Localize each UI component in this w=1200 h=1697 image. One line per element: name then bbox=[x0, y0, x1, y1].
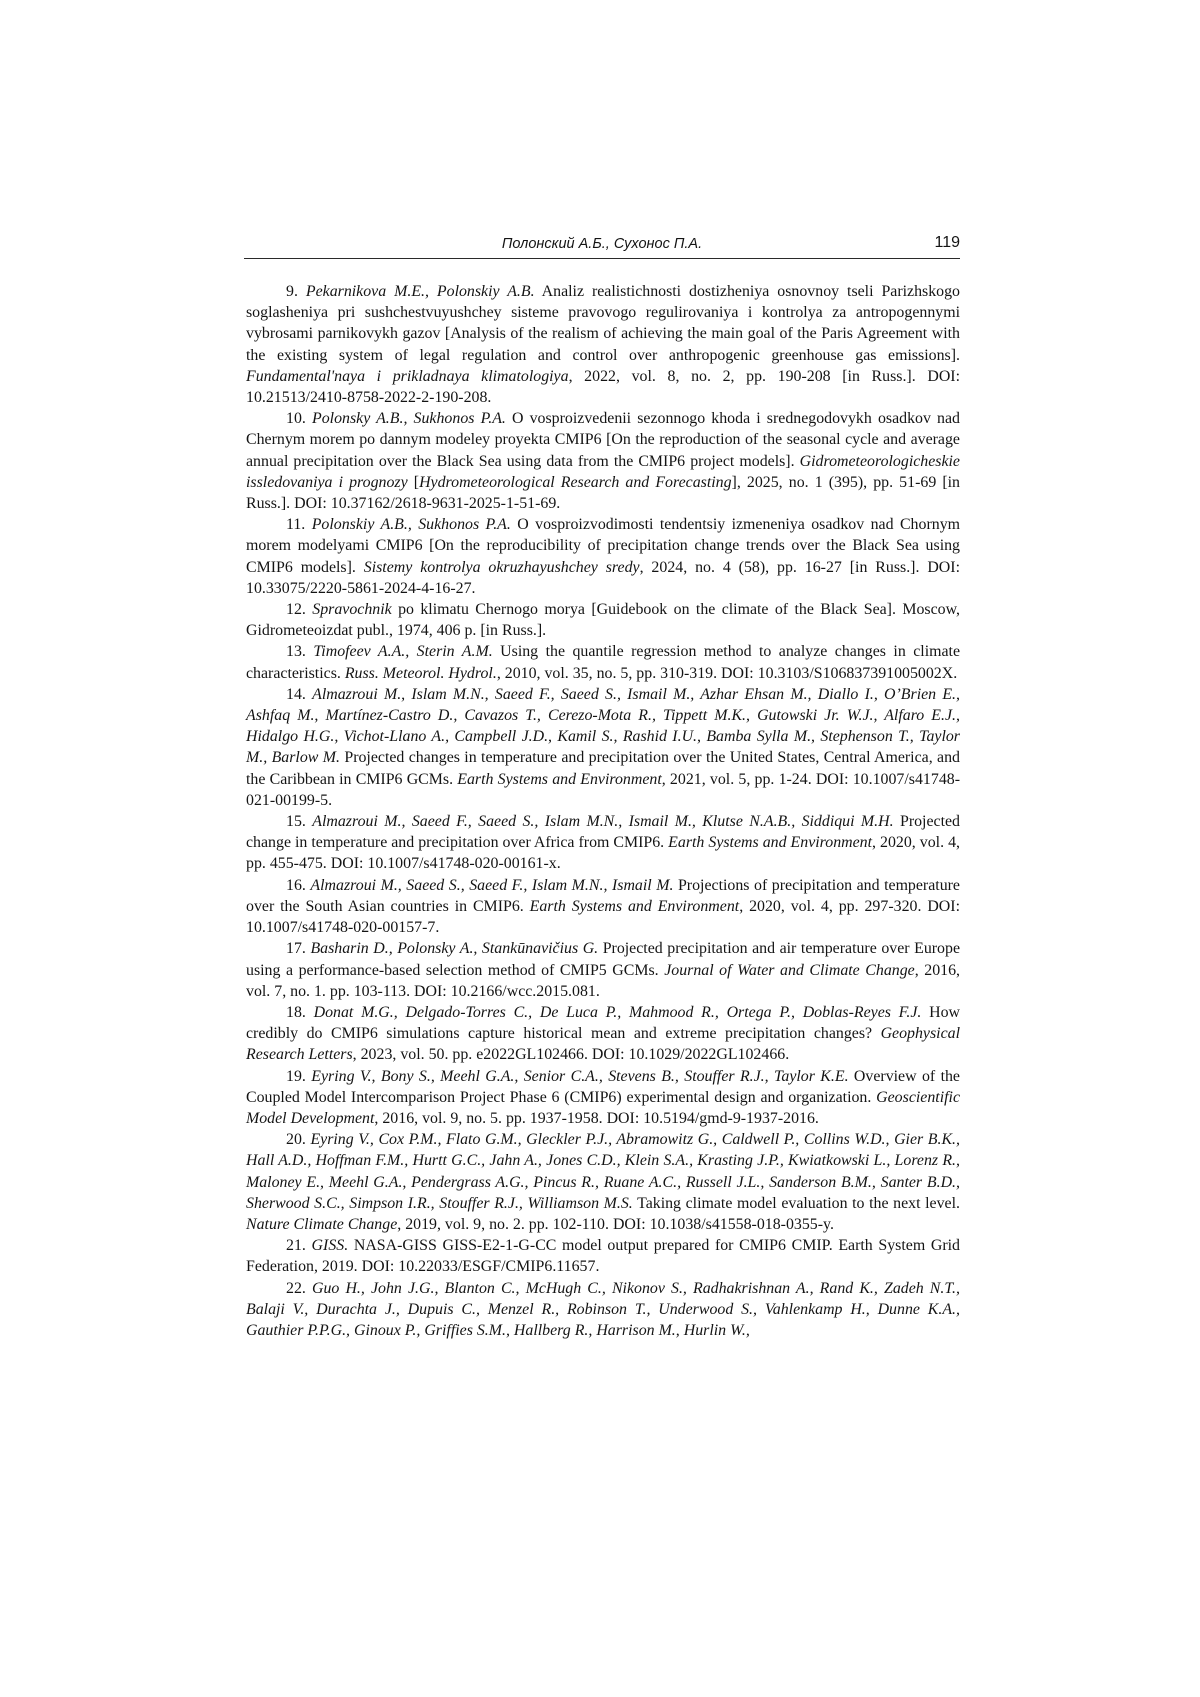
reference-entry: 10. Polonsky A.B., Sukhonos P.A. O vosproizvedenii sezonnogo khoda i srednegodovykh osadkov nad Chernym morem po dannym modeley proyekta CMIP6 [On the reproduction of the seasonal cycle and average annual precipitation over the Black Sea using data from the CMIP6 project models]. Gidrometeorologicheskie issledovaniya i prognozy [Hydrometeorological Research and Forecasting], 2025, no. 1 (395), pp. 51-69 [in Russ.]. DOI: 10.37162/2618-9631-2025-1-51-69. bbox=[246, 410, 961, 513]
reference-entry: 11. Polonskiy A.B., Sukhonos P.A. O vosproizvodimosti tendentsiy izmeneniya osadkov nad Chornym morem modelyami CMIP6 [On the reproducibility of precipitation change trends over the Black Sea using CMIP6 models]. Sistemy kontrolya okruzhayushchey sredy, 2024, no. 4 (58), pp. 16-27 [in Russ.]. DOI: 10.33075/2220-5861-2024-4-16-27. bbox=[246, 516, 960, 597]
running-header bbox=[244, 234, 960, 259]
header-authors: Полонский А.Б., Сухонос П.А. bbox=[501, 236, 703, 252]
reference-list bbox=[246, 281, 960, 1341]
reference-entry: 15. Almazroui M., Saeed F., Saeed S., Islam M.N., Ismail M., Klutse N.A.B., Siddiqui M.H. Projected change in temperature and precipitation over Africa from CMIP6. Earth Systems and Environment, 2020, vol. 4, pp. 455-475. DOI: 10.1007/s41748-020-00161-x. bbox=[246, 813, 960, 873]
reference-entry: 16. Almazroui M., Saeed S., Saeed F., Islam M.N., Ismail M. Projections of precipitation and temperature over the South Asian countries in CMIP6. Earth Systems and Environment, 2020, vol. 4, pp. 297-320. DOI: 10.1007/s41748-020-00157-7. bbox=[246, 876, 960, 937]
page-number: 119 bbox=[934, 234, 960, 251]
reference-entry: 13. Timofeev A.A., Sterin A.M. Using the quantile regression method to analyze changes in climate characteristics. Russ. Meteorol. Hydrol., 2010, vol. 35, no. 5, pp. 310-319. DOI: 10.3103/S106837391005002X. bbox=[246, 643, 960, 682]
reference-entry: 9. Pekarnikova M.E., Polonskiy A.B. Analiz realistichnosti dostizheniya osnovnoy tseli Parizhskogo soglasheniya pri sushchestvuyushchey sisteme pravovogo regulirovaniya i kontrolya za antropogennymi vybrosami parnikovykh gazov [Analysis of the realism of achieving the main goal of the Paris Agreement with the existing system of legal regulation and control over anthropogenic greenhouse gas emissions]. Fundamental'naya i prikladnaya klimatologiya, 2022, vol. 8, no. 2, pp. 190-208 [in Russ.]. DOI: 10.21513/2410-8758-2022-2-190-208. bbox=[246, 283, 961, 407]
reference-entry: 17. Basharin D., Polonsky A., Stankūnavičius G. Projected precipitation and air temperature over Europe using a performance-based selection method of CMIP5 GCMs. Journal of Water and Climate Change, 2016, vol. 7, no. 1. pp. 103-113. DOI: 10.2166/wcc.2015.081. bbox=[246, 940, 960, 1000]
reference-entry: 19. Eyring V., Bony S., Meehl G.A., Senior C.A., Stevens B., Stouffer R.J., Taylor K.E. Overview of the Coupled Model Intercomparison Project Phase 6 (CMIP6) experimental design and organization. Geoscientific Model Development, 2016, vol. 9, no. 5. pp. 1937-1958. DOI: 10.5194/gmd-9-1937-2016. bbox=[246, 1067, 960, 1127]
reference-entry: 18. Donat M.G., Delgado-Torres C., De Luca P., Mahmood R., Ortega P., Doblas-Reyes F.J. How credibly do CMIP6 simulations capture historical mean and extreme precipitation changes? Geophysical Research Letters, 2023, vol. 50. pp. e2022GL102466. DOI: 10.1029/2022GL102466. bbox=[246, 1003, 960, 1064]
reference-entry: 21. GISS. NASA-GISS GISS-E2-1-G-CC model output prepared for CMIP6 CMIP. Earth System Grid Federation, 2019. DOI: 10.22033/ESGF/CMIP6.11657. bbox=[246, 1237, 960, 1276]
reference-entry: 14. Almazroui M., Islam M.N., Saeed F., Saeed S., Ismail M., Azhar Ehsan M., Diallo I., O’Brien E., Ashfaq M., Martínez-Castro D., Cavazos T., Cerezo-Mota R., Tippett M.K., Gutowski Jr. W.J., Alfaro E.J., Hidalgo H.G., Vichot-Llano A., Campbell J.D., Kamil S., Rashid I.U., Bamba Sylla M., Stephenson T., Taylor M., Barlow M. Projected changes in temperature and precipitation over the United States, Central America, and the Caribbean in CMIP6 GCMs. Earth Systems and Environment, 2021, vol. 5, pp. 1-24. DOI: 10.1007/s41748-021-00199-5. bbox=[246, 685, 960, 809]
reference-entry: 20. Eyring V., Cox P.M., Flato G.M., Gleckler P.J., Abramowitz G., Caldwell P., Collins W.D., Gier B.K., Hall A.D., Hoffman F.M., Hurtt G.C., Jahn A., Jones C.D., Klein S.A., Krasting J.P., Kwiatkowski L., Lorenz R., Maloney E., Meehl G.A., Pendergrass A.G., Pincus R., Ruane A.C., Russell J.L., Sanderson B.M., Santer B.D., Sherwood S.C., Simpson I.R., Stouffer R.J., Williamson M.S. Taking climate model evaluation to the next level. Nature Climate Change, 2019, vol. 9, no. 2. pp. 102-110. DOI: 10.1038/s41558-018-0355-y. bbox=[246, 1131, 960, 1233]
reference-entry: 22. Guo H., John J.G., Blanton C., McHugh C., Nikonov S., Radhakrishnan A., Rand K., Zadeh N.T., Balaji V., Durachta J., Dupuis C., Menzel R., Robinson T., Underwood S., Vahlenkamp H., Dunne K.A., Gauthier P.P.G., Ginoux P., Griffies S.M., Hallberg R., Harrison M., Hurlin W., bbox=[246, 1279, 960, 1339]
reference-entry: 12. Spravochnik po klimatu Chernogo morya [Guidebook on the climate of the Black Sea]. Moscow, Gidrometeoizdat publ., 1974, 406 p. [in Russ.]. bbox=[246, 601, 960, 640]
